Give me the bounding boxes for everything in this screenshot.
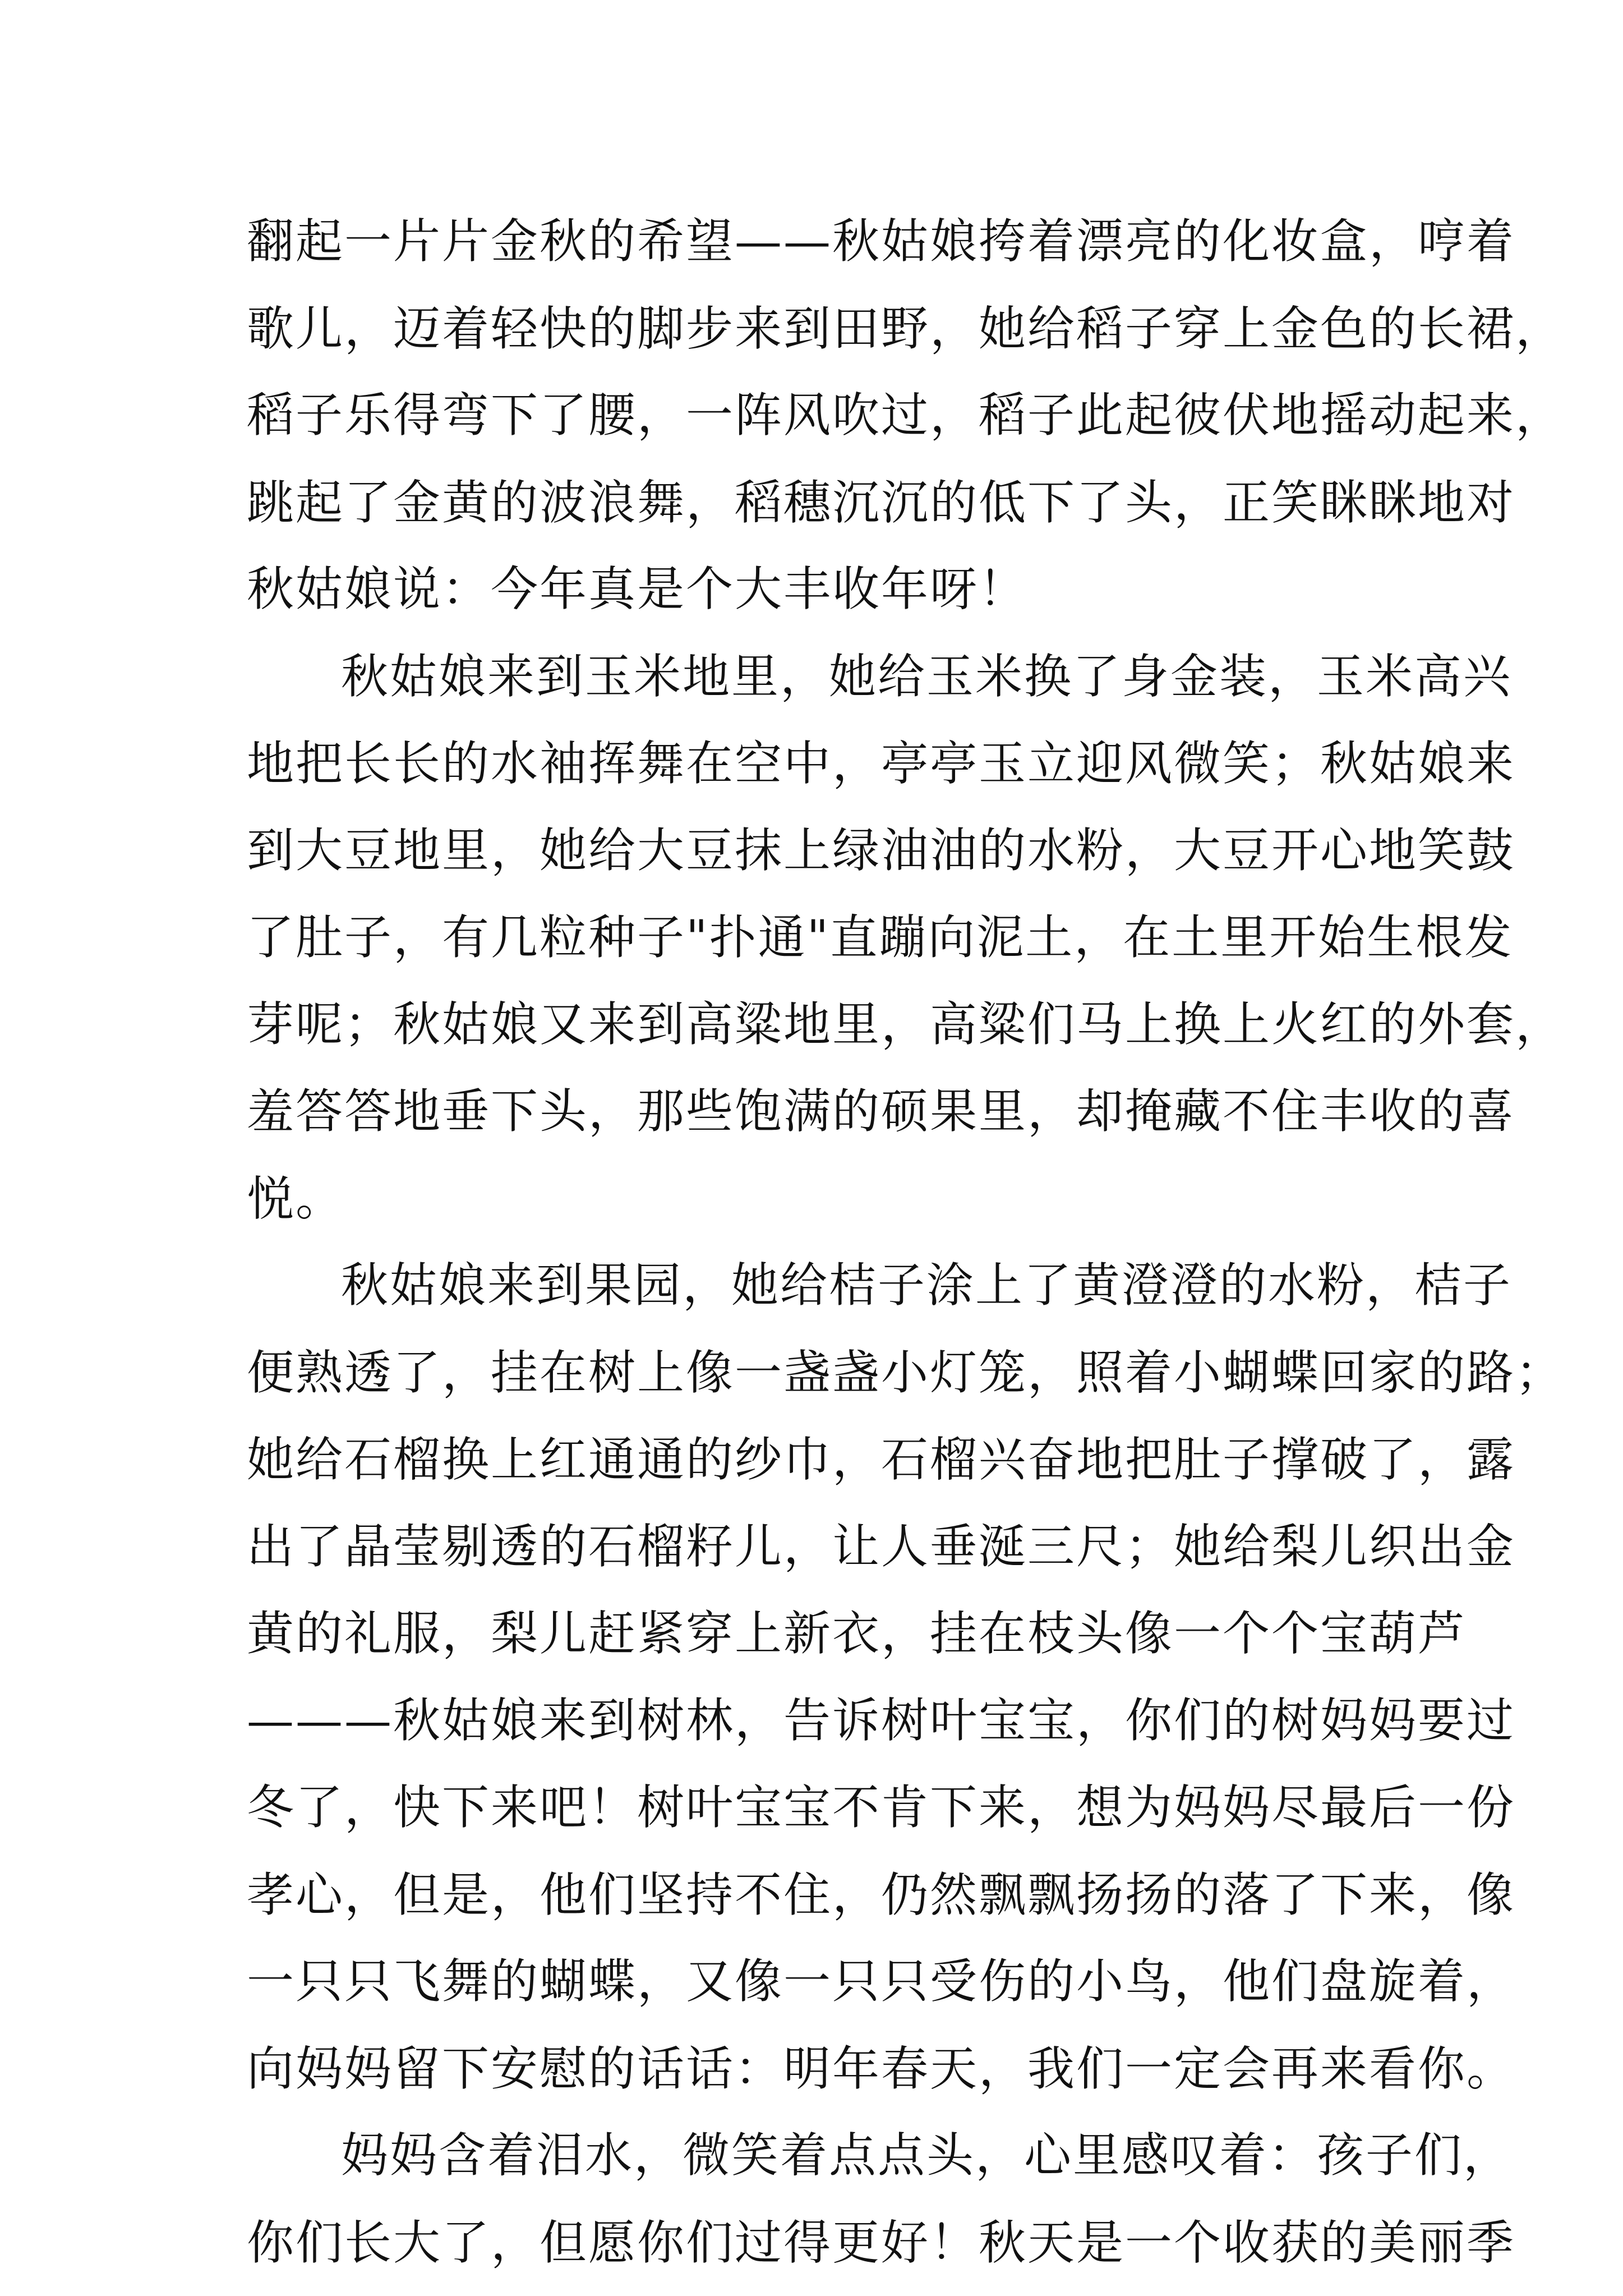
text-line-2: 歌儿，迈着轻快的脚步来到田野，她给稻子穿上金色的长裙，	[247, 301, 1565, 356]
text-line-20: 孝心，但是，他们坚持不住，仍然飘飘扬扬的落了下来，像	[247, 1867, 1516, 1922]
text-line-19: 冬了，快下来吧！树叶宝宝不肯下来，想为妈妈尽最后一份	[247, 1780, 1516, 1835]
text-line-18: ———秋姑娘来到树林，告诉树叶宝宝，你们的树妈妈要过	[247, 1693, 1516, 1748]
text-line-24: 你们长大了，但愿你们过得更好！秋天是一个收获的美丽季	[247, 2215, 1516, 2270]
text-line-11: 羞答答地垂下头，那些饱满的硕果里，却掩藏不住丰收的喜	[247, 1084, 1516, 1139]
text-line-10: 芽呢；秋姑娘又来到高粱地里，高粱们马上换上火红的外套，	[247, 997, 1565, 1052]
text-line-9: 了肚子，有几粒种子"扑通"直蹦向泥土，在土里开始生根发	[247, 910, 1514, 965]
paragraph-start-2: 秋姑娘来到玉米地里，她给玉米换了身金装，玉米高兴	[341, 649, 1513, 704]
text-line-5: 秋姑娘说：今年真是个大丰收年呀！	[247, 562, 1028, 616]
text-line-17: 黄的礼服，梨儿赶紧穿上新衣，挂在枝头像一个个宝葫芦	[247, 1606, 1467, 1661]
text-line-15: 她给石榴换上红通通的纱巾，石榴兴奋地把肚子撑破了，露	[247, 1432, 1516, 1487]
text-line-12: 悦。	[247, 1171, 345, 1226]
text-line-7: 地把长长的水袖挥舞在空中，亭亭玉立迎风微笑；秋姑娘来	[247, 736, 1516, 791]
text-line-4: 跳起了金黄的波浪舞，稻穗沉沉的低下了头，正笑眯眯地对	[247, 475, 1516, 530]
text-line-1: 翻起一片片金秋的希望——秋姑娘挎着漂亮的化妆盒，哼着	[247, 214, 1516, 269]
paragraph-start-4: 妈妈含着泪水，微笑着点点头，心里感叹着：孩子们，	[341, 2128, 1513, 2183]
text-line-16: 出了晶莹剔透的石榴籽儿，让人垂涎三尺；她给梨儿织出金	[247, 1519, 1516, 1574]
text-line-22: 向妈妈留下安慰的话话：明年春天，我们一定会再来看你。	[247, 2041, 1516, 2096]
text-line-21: 一只只飞舞的蝴蝶，又像一只只受伤的小鸟，他们盘旋着，	[247, 1954, 1516, 2009]
text-line-14: 便熟透了，挂在树上像一盏盏小灯笼，照着小蝴蝶回家的路；	[247, 1345, 1565, 1400]
paragraph-start-3: 秋姑娘来到果园，她给桔子涂上了黄澄澄的水粉，桔子	[341, 1258, 1513, 1313]
text-line-3: 稻子乐得弯下了腰，一阵风吹过，稻子此起彼伏地摇动起来，	[247, 388, 1565, 443]
text-line-8: 到大豆地里，她给大豆抹上绿油油的水粉，大豆开心地笑鼓	[247, 823, 1516, 878]
